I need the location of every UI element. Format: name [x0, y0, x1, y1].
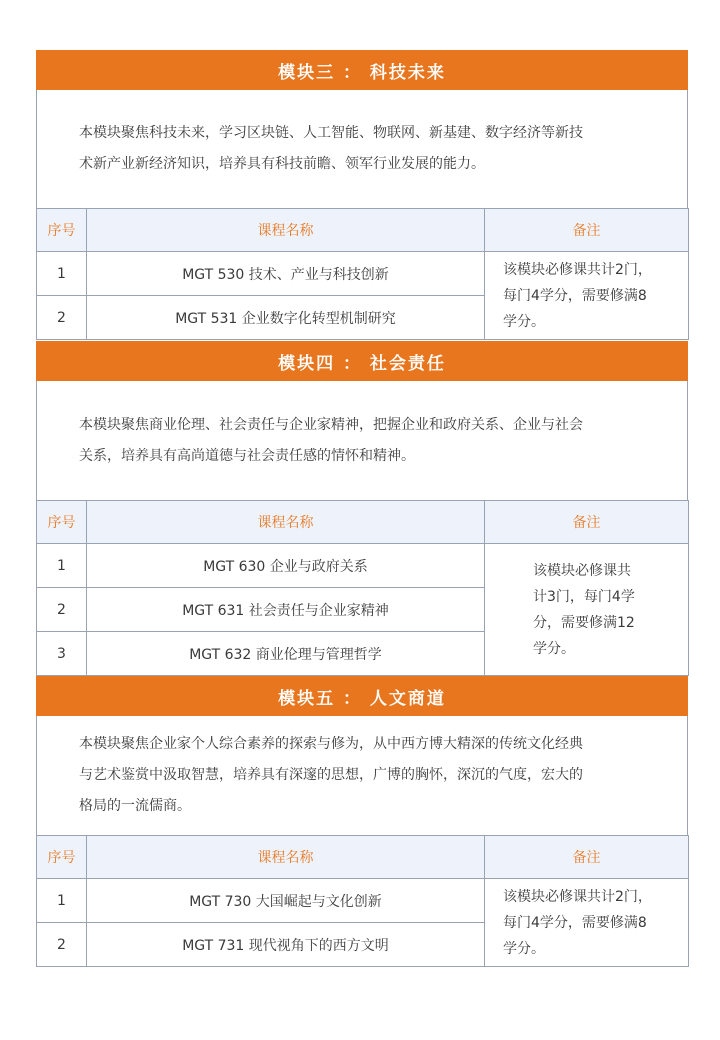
note-line: 学分。: [533, 640, 575, 657]
note-line: 学分。: [503, 940, 545, 957]
column-header-note: 备注: [485, 836, 689, 879]
module-note: [485, 879, 689, 967]
course-name: MGT 632 商业伦理与管理哲学: [87, 632, 485, 676]
module-description: [36, 90, 688, 208]
row-number: 1: [37, 252, 87, 296]
note-line: 该模块必修课共计2门，: [503, 261, 652, 278]
column-header-name: 课程名称: [87, 209, 485, 252]
description-line: 关系，培养具有高尚道德与社会责任感的情怀和精神。: [79, 447, 415, 464]
note-line: 计3门，每门4学: [533, 588, 635, 605]
table-row: [37, 252, 689, 296]
course-table: [36, 208, 689, 340]
table-row: [37, 544, 689, 588]
note-line: 该模块必修课共计2门，: [503, 888, 652, 905]
course-name: MGT 530 技术、产业与科技创新: [87, 252, 485, 296]
description-line: 格局的一流儒商。: [79, 798, 191, 814]
module-description: [36, 381, 688, 500]
column-header-note: 备注: [485, 501, 689, 544]
module-note: [485, 544, 689, 676]
description-line: 本模块聚焦企业家个人综合素养的探索与修为，从中西方博大精深的传统文化经典: [79, 736, 583, 752]
row-number: 3: [37, 632, 87, 676]
row-number: 2: [37, 923, 87, 967]
course-table: [36, 500, 689, 676]
module-description: [36, 716, 688, 835]
row-number: 2: [37, 296, 87, 340]
module-title: 模块五 ： 人文商道: [36, 676, 688, 716]
note-line: 学分。: [503, 313, 545, 330]
course-table: [36, 835, 689, 967]
description-line: 与艺术鉴赏中汲取智慧，培养具有深邃的思想，广博的胸怀，深沉的气度，宏大的: [79, 767, 583, 783]
description-line: 术新产业新经济知识，培养具有科技前瞻、领军行业发展的能力。: [79, 156, 485, 172]
note-line: 每门4学分，需要修满8: [503, 914, 647, 931]
course-name: MGT 531 企业数字化转型机制研究: [87, 296, 485, 340]
column-header-note: 备注: [485, 209, 689, 252]
description-line: 本模块聚焦商业伦理、社会责任与企业家精神，把握企业和政府关系、企业与社会: [79, 416, 583, 433]
column-header-no: 序号: [37, 209, 87, 252]
note-line: 每门4学分，需要修满8: [503, 287, 647, 304]
column-header-no: 序号: [37, 836, 87, 879]
column-header-name: 课程名称: [87, 501, 485, 544]
column-header-name: 课程名称: [87, 836, 485, 879]
module-title: 模块四 ： 社会责任: [36, 341, 688, 381]
module-3: [36, 50, 688, 340]
module-5: [36, 676, 688, 967]
column-header-no: 序号: [37, 501, 87, 544]
course-name: MGT 631 社会责任与企业家精神: [87, 588, 485, 632]
course-name: MGT 730 大国崛起与文化创新: [87, 879, 485, 923]
table-row: [37, 879, 689, 923]
module-title: 模块三 ： 科技未来: [36, 50, 688, 90]
note-line: 分，需要修满12: [533, 614, 635, 631]
module-4: [36, 341, 688, 676]
course-name: MGT 731 现代视角下的西方文明: [87, 923, 485, 967]
note-line: 该模块必修课共: [533, 562, 631, 579]
module-note: [485, 252, 689, 340]
row-number: 2: [37, 588, 87, 632]
description-line: 本模块聚焦科技未来，学习区块链、人工智能、物联网、新基建、数字经济等新技: [79, 125, 583, 141]
row-number: 1: [37, 879, 87, 923]
row-number: 1: [37, 544, 87, 588]
course-name: MGT 630 企业与政府关系: [87, 544, 485, 588]
